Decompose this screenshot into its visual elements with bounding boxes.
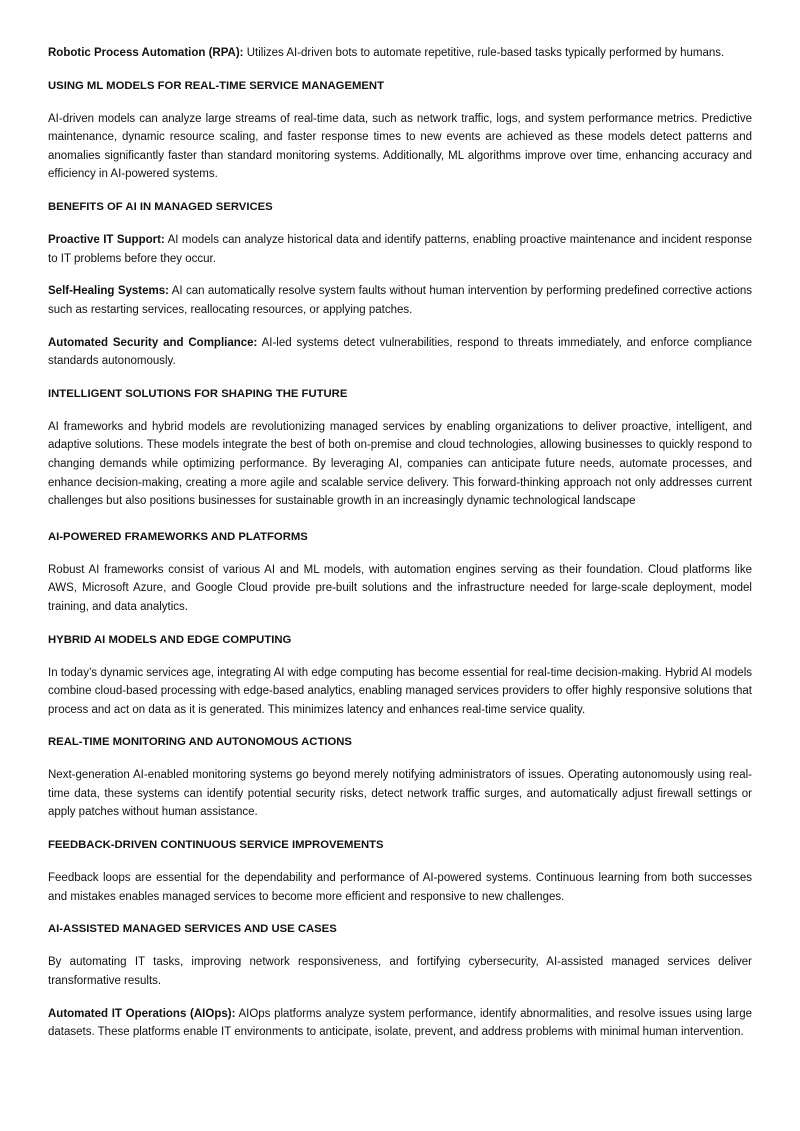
paragraph-text: AIOps platforms analyze system performance, identify abnormalities, and resolve issues using large datasets. These platforms enable IT environments to anticipate, isolate, prevent, and address problems with minimal human intervention.	[48, 1007, 753, 1039]
paragraph-text: Next-generation AI-enabled monitoring systems go beyond merely notifying administrators of issues. Operating autonomously using real-time data, these systems can identify potential security risks, detect network traffic surges, and automatically adjust firewall settings or apply patches without human assistance.	[48, 769, 752, 819]
paragraph-text: By automating IT tasks, improving network responsiveness, and fortifying cybersecurity, AI-assisted managed services deliver transformative results.	[48, 956, 752, 987]
paragraph-rpa	[48, 44, 752, 63]
paragraph-text: Utilizes AI-driven bots to automate repetitive, rule-based tasks typically performed by humans.	[243, 47, 725, 59]
paragraph-text: AI models can analyze historical data and identify patterns, enabling proactive maintenance and incident response to IT problems before they occur.	[48, 233, 753, 265]
paragraph-lead: Automated IT Operations (AIOps):	[48, 1007, 236, 1020]
paragraph-ml-models	[48, 110, 752, 184]
paragraph-self-healing	[48, 282, 752, 319]
paragraph-intelligent-solutions	[48, 418, 752, 511]
paragraph-text: In today’s dynamic services age, integrating AI with edge computing has become essential for real-time decision-making. Hybrid AI models combine cloud-based processing with edge-based analytics, enabling managed services providers to offer highly responsive solutions that process and act on data as it is generated. This minimizes latency and enhances real-time service quality.	[48, 666, 752, 716]
paragraph-aiops	[48, 1005, 752, 1042]
paragraph-text: AI-driven models can analyze large streams of real-time data, such as network traffic, logs, and system performance metrics. Predictive maintenance, dynamic resource scaling, and faster response times to new events are achieved as these models detect patterns and anomalies significantly faster than standard monitoring systems. Additionally, ML algorithms improve over time, enhancing accuracy and efficiency in AI-powered systems.	[48, 112, 752, 181]
paragraph-hybrid-edge	[48, 664, 752, 720]
paragraph-feedback	[48, 869, 752, 906]
paragraph-frameworks	[48, 561, 752, 617]
section-heading-feedback: FEEDBACK-DRIVEN CONTINUOUS SERVICE IMPROVEMENTS	[48, 839, 384, 852]
section-heading-ml-models: USING ML MODELS FOR REAL-TIME SERVICE MANAGEMENT	[48, 79, 384, 92]
section-heading-intelligent-solutions: INTELLIGENT SOLUTIONS FOR SHAPING THE FUTURE	[48, 388, 348, 401]
paragraph-text: Feedback loops are essential for the dependability and performance of AI-powered systems. Continuous learning from both successes and mistakes enables managed services to become more efficient and responsive to new challenges.	[48, 872, 752, 903]
paragraph-lead: Self-Healing Systems:	[48, 285, 169, 298]
section-heading-benefits: BENEFITS OF AI IN MANAGED SERVICES	[48, 201, 273, 214]
section-heading-monitoring: REAL-TIME MONITORING AND AUTONOMOUS ACTIONS	[48, 736, 352, 749]
paragraph-lead: Automated Security and Compliance:	[48, 336, 258, 349]
paragraph-monitoring	[48, 766, 752, 822]
paragraph-lead: Robotic Process Automation (RPA):	[48, 47, 244, 59]
paragraph-text: Robust AI frameworks consist of various AI and ML models, with automation engines serving as their foundation. Cloud platforms like AWS, Microsoft Azure, and Google Cloud provide pre-built solutions and the infrastructure needed for large-scale deployment, model training, and data analytics.	[48, 563, 752, 613]
section-heading-use-cases: AI-ASSISTED MANAGED SERVICES AND USE CASES	[48, 923, 337, 936]
document-page	[48, 44, 752, 1056]
paragraph-lead: Proactive IT Support:	[48, 233, 165, 246]
paragraph-text: AI-led systems detect vulnerabilities, respond to threats immediately, and enforce compliance standards autonomously.	[48, 336, 752, 368]
paragraph-security-compliance	[48, 334, 752, 371]
section-heading-hybrid-edge: HYBRID AI MODELS AND EDGE COMPUTING	[48, 633, 292, 646]
section-heading-frameworks: AI-POWERED FRAMEWORKS AND PLATFORMS	[48, 530, 308, 543]
paragraph-text: AI can automatically resolve system faults without human intervention by performing predefined corrective actions such as restarting services, reallocating resources, or applying patches.	[48, 285, 752, 316]
paragraph-proactive-support	[48, 231, 752, 268]
paragraph-use-cases	[48, 953, 752, 990]
paragraph-text: AI frameworks and hybrid models are revolutionizing managed services by enabling organizations to deliver proactive, intelligent, and adaptive solutions. These models integrate the best of both on-premise and cloud technologies, allowing businesses to quickly respond to changing demands while optimizing performance. By leveraging AI, companies can anticipate future needs, automate processes, and enhance decision-making, creating a more agile and scalable service delivery. This forward-thinking approach not only addresses current challenges but also positions businesses for sustainable growth in an increasingly dynamic technological landscape	[48, 420, 752, 508]
